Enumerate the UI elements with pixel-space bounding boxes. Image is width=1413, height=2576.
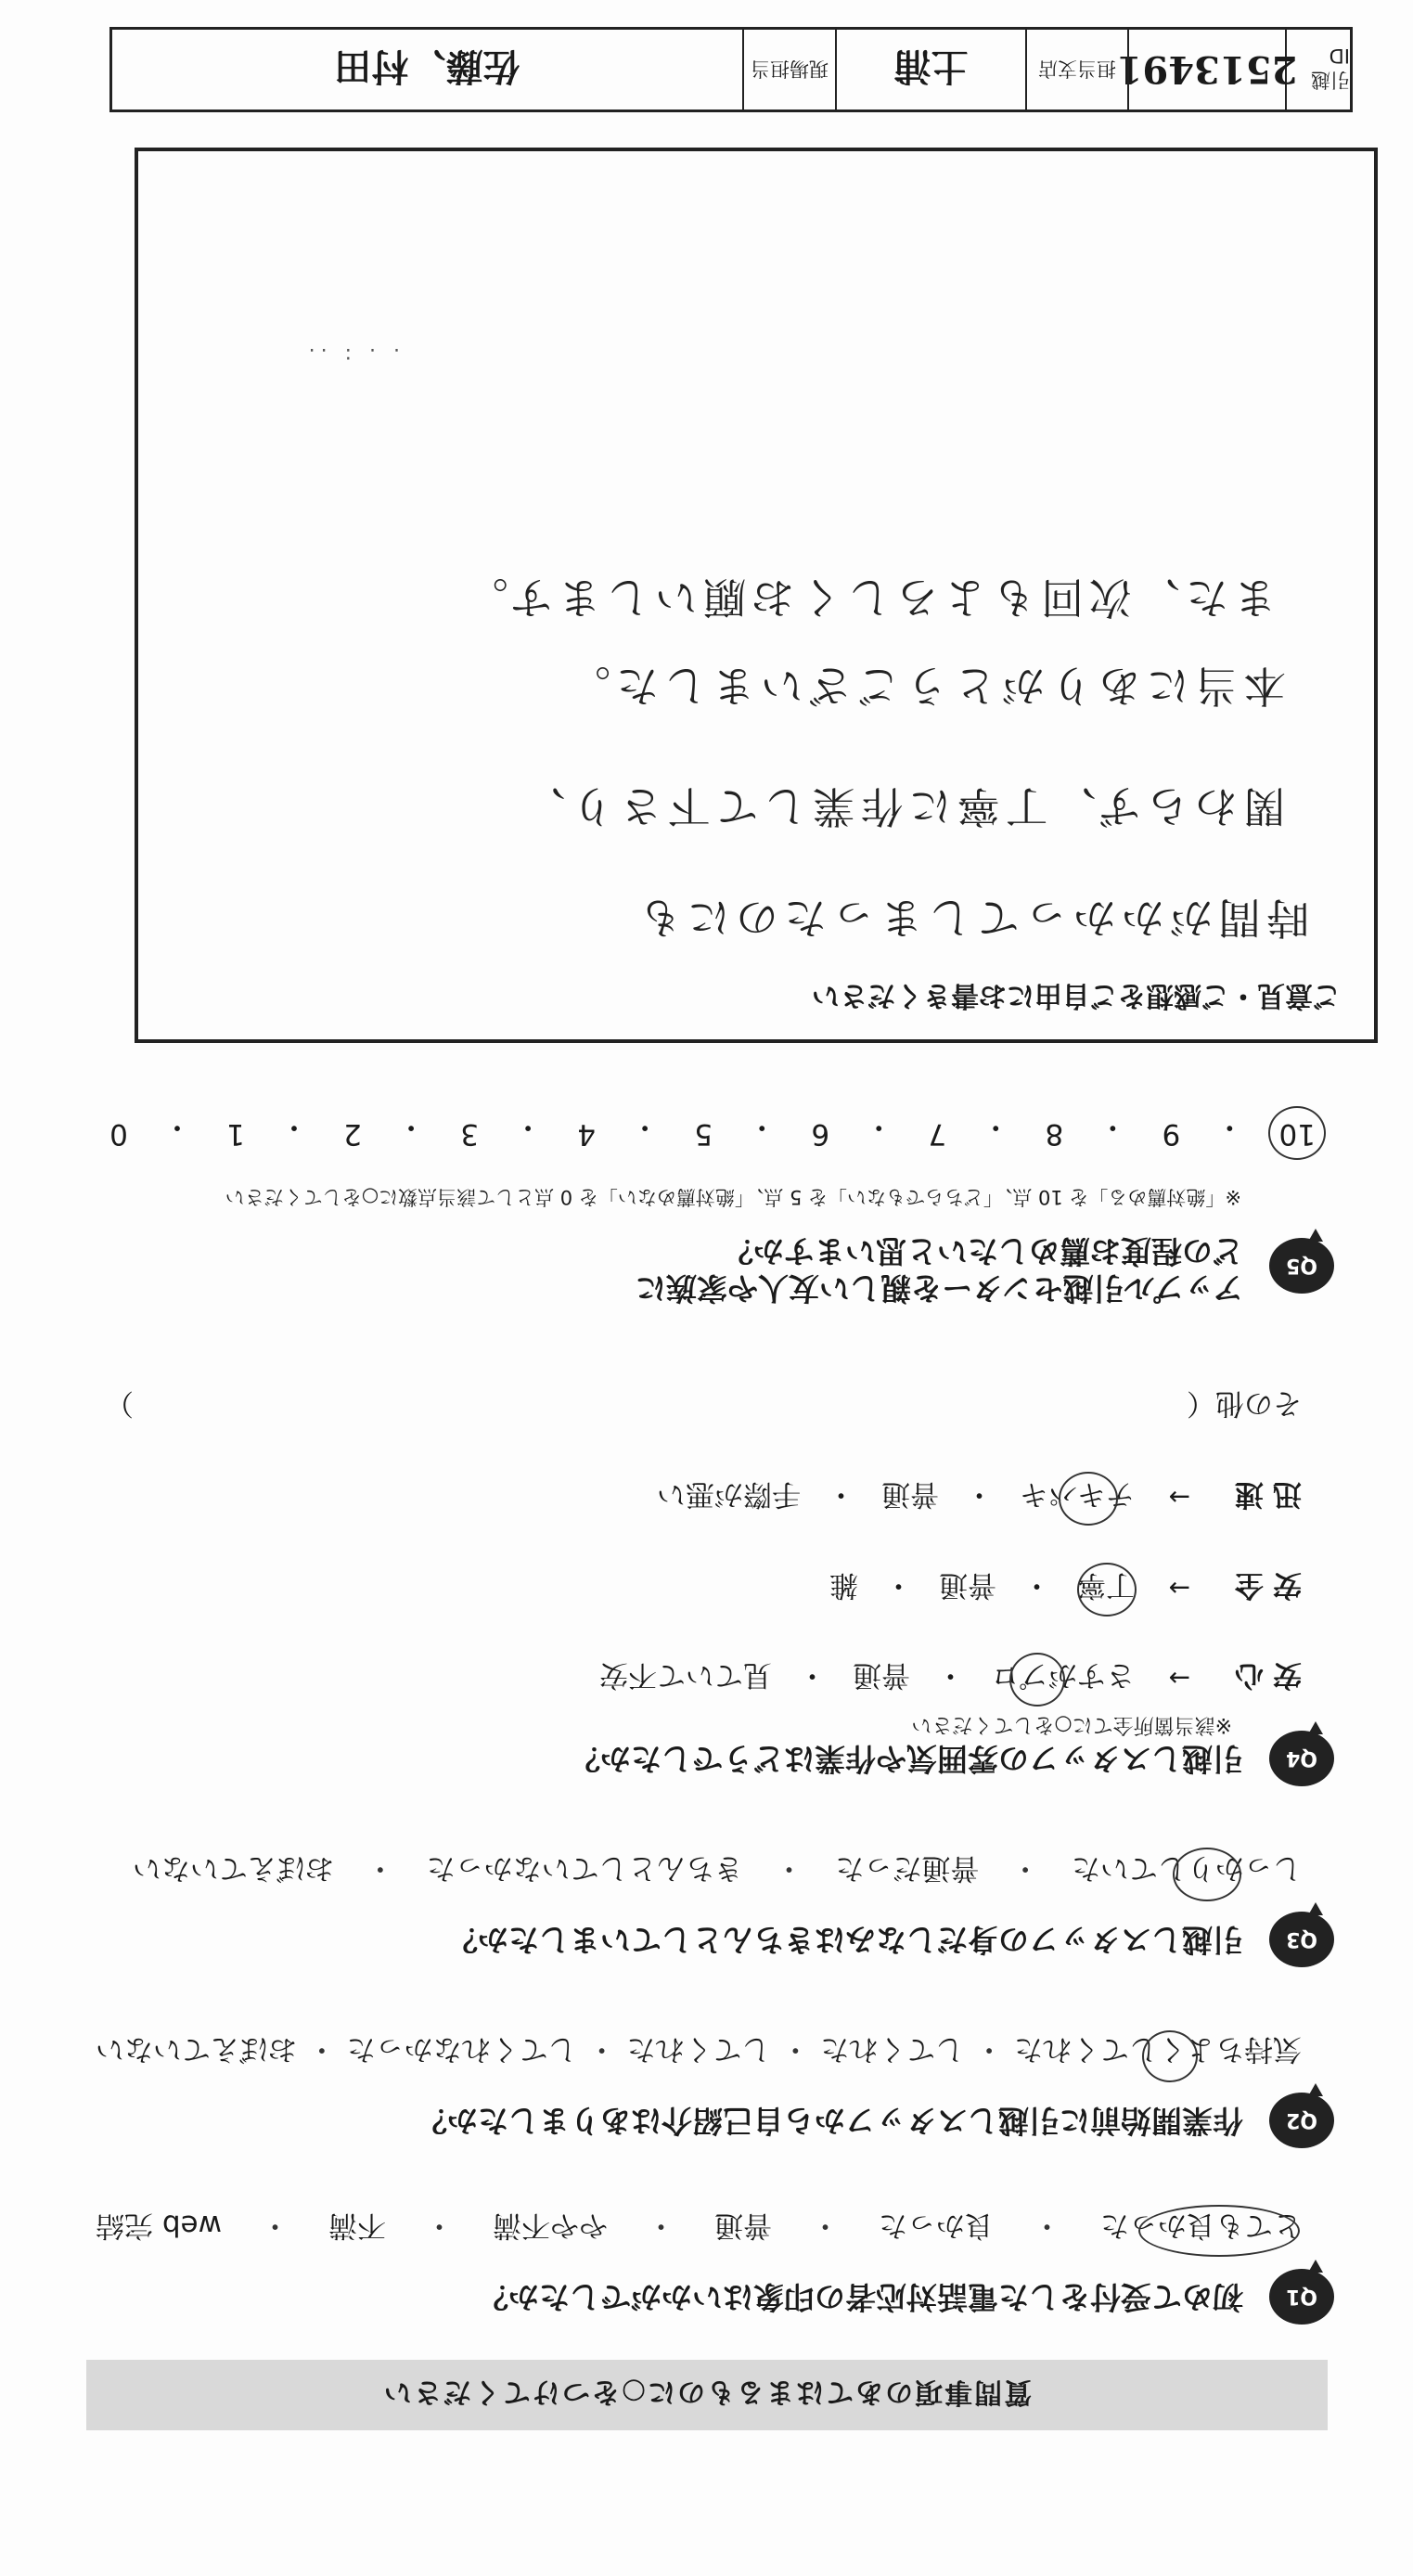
separator: ・ <box>965 1477 994 1512</box>
q3-option[interactable]: おぼえていない <box>133 1851 335 1885</box>
q5-badge-icon: Q5 <box>1269 1238 1334 1294</box>
id-value: 2513491 <box>1129 30 1287 109</box>
staff-label: 現場担当 <box>744 30 837 109</box>
q1-option[interactable]: とても良かった <box>1100 2209 1302 2242</box>
question-5 <box>54 1204 1334 1307</box>
separator: ・ <box>162 1110 192 1143</box>
arrow-right-icon: → <box>1168 1663 1190 1694</box>
score-option[interactable]: 3 <box>460 1117 479 1151</box>
question-3 <box>54 1906 1334 1973</box>
q1-options <box>96 2208 1302 2249</box>
separator: ・ <box>425 2209 454 2242</box>
handwritten-line: 関わらず、丁寧に作業して下さり、 <box>517 781 1286 831</box>
comments-box <box>135 148 1378 1043</box>
separator: ・ <box>798 1658 827 1693</box>
q4-note: ※該当箇所全てに○をしてください <box>911 1713 1232 1736</box>
q4-option[interactable]: テキパキ <box>1020 1477 1135 1512</box>
separator: ・ <box>1214 1110 1244 1143</box>
record-header <box>109 27 1353 112</box>
separator: ・ <box>630 1110 660 1143</box>
question-4-text: 引越しスタッフの雰囲気や作業はどうでしたか？ <box>570 1741 1243 1777</box>
staff-value: 佐藤、村田 <box>112 30 744 109</box>
score-option[interactable]: 5 <box>694 1117 713 1151</box>
separator: ・ <box>1098 1110 1127 1143</box>
q1-option[interactable]: 普通 <box>714 2209 772 2242</box>
separator: ・ <box>936 1658 965 1693</box>
separator: ・ <box>981 1110 1010 1143</box>
separator: ・ <box>1010 1851 1040 1885</box>
row-label: 安全 <box>1226 1568 1302 1603</box>
q2-option[interactable]: おぼえていない <box>96 2032 297 2066</box>
q1-option[interactable]: 良かった <box>879 2209 994 2242</box>
score-option[interactable]: 10 <box>1278 1117 1316 1151</box>
separator: ・ <box>279 1110 309 1143</box>
q4-badge-icon: Q4 <box>1269 1731 1334 1786</box>
id-label: 引越 ID <box>1311 45 1350 91</box>
q3-badge-icon: Q3 <box>1269 1912 1334 1967</box>
separator: ・ <box>396 1110 426 1143</box>
q3-option[interactable]: 普通だった <box>835 1851 980 1885</box>
q1-option[interactable]: 不満 <box>328 2209 386 2242</box>
separator: ・ <box>647 2209 675 2242</box>
score-option[interactable]: 8 <box>1045 1117 1064 1151</box>
question-2 <box>54 2087 1334 2154</box>
arrow-right-icon: → <box>1168 1482 1190 1513</box>
separator: ・ <box>827 1477 855 1512</box>
score-option[interactable]: 9 <box>1162 1117 1181 1151</box>
separator: ・ <box>974 2032 1004 2066</box>
q1-option[interactable]: web 完結 <box>96 2209 222 2242</box>
q4-row-jinsoku <box>374 1477 1302 1518</box>
separator: ・ <box>366 1851 395 1885</box>
handwritten-line: また、次回もよろしくお願いします。 <box>459 573 1277 623</box>
q1-badge-icon: Q1 <box>1269 2269 1334 2325</box>
question-3-text: 引越しスタッフの身だしなみはきちんとしていましたか？ <box>447 1922 1243 1958</box>
q4-row-anzen <box>374 1568 1302 1609</box>
q4-option[interactable]: 普通 <box>881 1477 939 1512</box>
q3-option[interactable]: きちんとしていなかった <box>426 1851 743 1885</box>
branch-value: 土浦 <box>837 30 1027 109</box>
q4-option[interactable]: 普通 <box>939 1568 996 1603</box>
separator: ・ <box>775 1851 804 1885</box>
score-option[interactable]: 6 <box>811 1117 830 1151</box>
q2-badge-icon: Q2 <box>1269 2093 1334 2148</box>
score-option[interactable]: 1 <box>226 1117 245 1151</box>
score-option[interactable]: 4 <box>577 1117 596 1151</box>
q5-score-scale <box>109 1109 1316 1151</box>
separator: ・ <box>1022 1568 1051 1603</box>
score-option[interactable]: 2 <box>343 1117 362 1151</box>
row-label: 安心 <box>1226 1658 1302 1693</box>
separator: ・ <box>513 1110 543 1143</box>
q1-option[interactable]: やや不満 <box>493 2209 608 2242</box>
comments-title: ご意見・ご感想をご自由にお書きください <box>812 979 1341 1011</box>
branch-label: 担当支店 <box>1027 30 1129 109</box>
separator: ・ <box>747 1110 777 1143</box>
separator: ・ <box>780 2032 810 2066</box>
separator: ・ <box>811 2209 840 2242</box>
q2-options <box>96 2031 1302 2073</box>
other-close: ） <box>105 1386 134 1421</box>
question-5-line-1: アップル引越センターを親しい友人や家族に <box>635 1270 1243 1307</box>
score-option[interactable]: 7 <box>928 1117 947 1151</box>
q4-option[interactable]: さすがプロ <box>991 1658 1135 1693</box>
question-1-text: 初めて受付をした電話対応者の印象はいかがでしたか？ <box>478 2279 1243 2315</box>
handwritten-line: 時間がかかってしまったのにも <box>634 893 1309 943</box>
q4-option[interactable]: 普通 <box>853 1658 910 1693</box>
q3-options <box>133 1850 1302 1892</box>
separator: ・ <box>587 2032 617 2066</box>
q5-note: ※「絶対薦める」を 10 点、「どちらでもない」を 5 点、「絶対薦めない」を 0 点として該当点数に○をしてください <box>225 1186 1241 1208</box>
q2-option[interactable]: 気持ちよくしてくれた <box>1014 2032 1302 2066</box>
q4-row-anshin <box>374 1658 1302 1699</box>
separator: ・ <box>307 2032 337 2066</box>
q4-option[interactable]: 見ていて不安 <box>599 1658 772 1693</box>
question-1 <box>54 2263 1334 2330</box>
separator: ・ <box>261 2209 289 2242</box>
separator: ・ <box>884 1568 913 1603</box>
pen-marks: . . : .. <box>302 343 400 367</box>
other-label: その他（ <box>1187 1386 1302 1421</box>
q4-option[interactable]: 手際が悪い <box>657 1477 801 1512</box>
separator: ・ <box>1033 2209 1061 2242</box>
question-5-line-2: どの程度お薦めしたいと思いますか？ <box>723 1233 1243 1269</box>
question-2-text: 作業開始前に引越しスタッフから自己紹介はありましたか？ <box>417 2103 1243 2139</box>
score-option[interactable]: 0 <box>109 1117 128 1151</box>
q3-option[interactable]: しっかりしていた <box>1072 1851 1302 1885</box>
q4-option[interactable]: 雑 <box>829 1568 858 1603</box>
q4-option[interactable]: 丁寧 <box>1077 1568 1135 1603</box>
q2-option[interactable]: してくれなかった <box>346 2032 577 2066</box>
arrow-right-icon: → <box>1168 1573 1190 1604</box>
q2-option[interactable]: してくれた <box>626 2032 771 2066</box>
q4-other <box>105 1386 1302 1427</box>
q2-option[interactable]: してくれた <box>820 2032 965 2066</box>
instruction-banner: 質問事項のあてはまるものに○をつけてください <box>86 2360 1328 2430</box>
separator: ・ <box>864 1110 893 1143</box>
handwritten-line: 本当にありがとうございました。 <box>562 661 1286 711</box>
row-label: 迅速 <box>1226 1477 1302 1512</box>
